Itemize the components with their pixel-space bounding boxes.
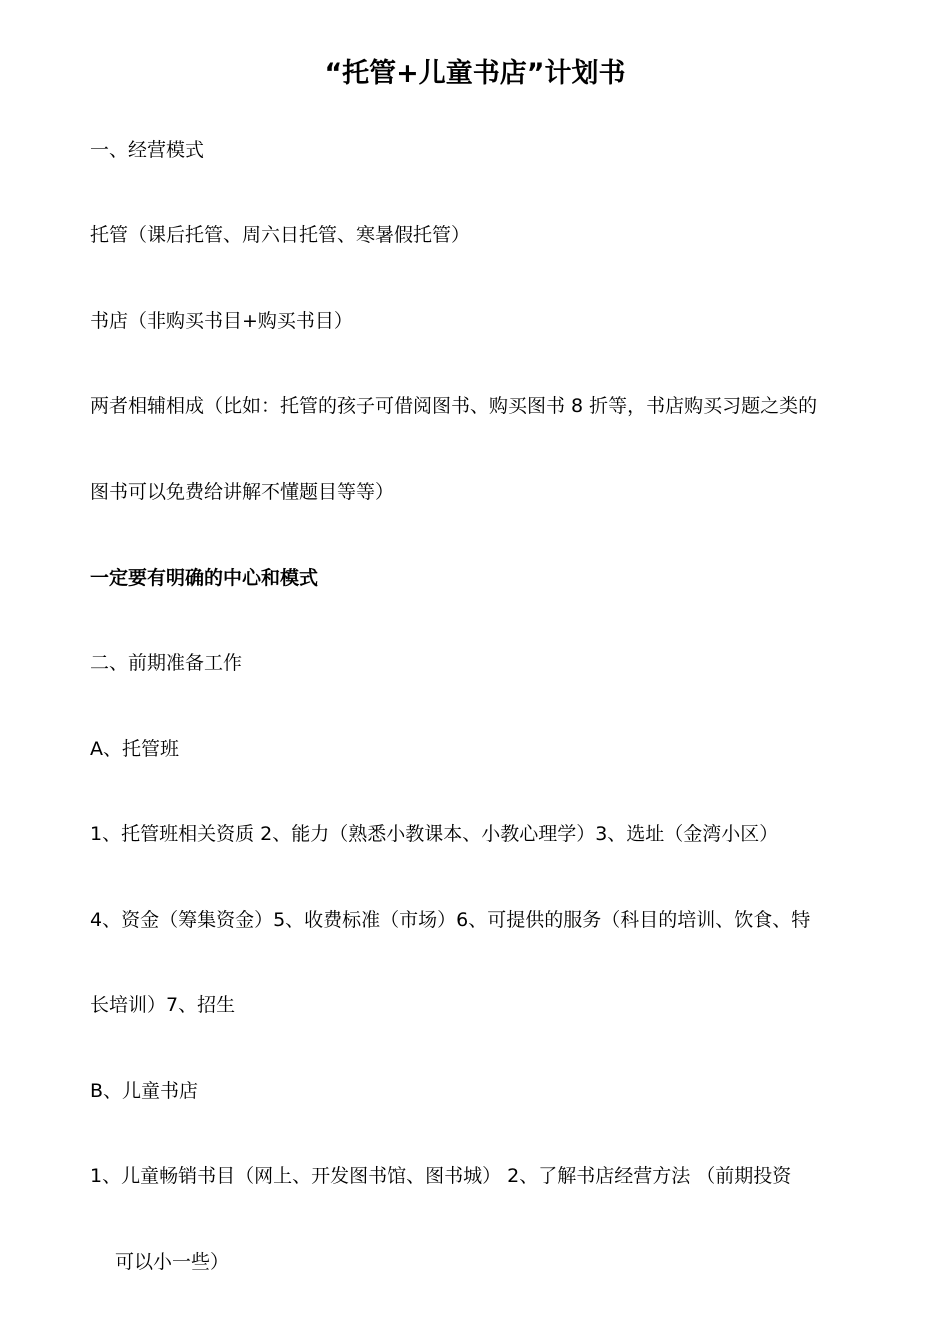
document-title: “托管+儿童书店”计划书 xyxy=(324,58,626,89)
section-heading-preparation: 二、前期准备工作 xyxy=(90,652,243,674)
subheading-bookstore: B、儿童书店 xyxy=(90,1080,199,1102)
subheading-daycare: A、托管班 xyxy=(90,738,179,760)
paragraph-line: 两者相辅相成（比如：托管的孩子可借阅图书、购买图书 8 折等，书店购买习题之类的 xyxy=(90,395,818,417)
paragraph-line: 长培训）7、招生 xyxy=(90,994,236,1016)
paragraph-line: 托管（课后托管、周六日托管、寒暑假托管） xyxy=(90,224,471,246)
paragraph-line: 4、资金（筹集资金）5、收费标准（市场）6、可提供的服务（科目的培训、饮食、特 xyxy=(90,909,811,931)
emphasis-line: 一定要有明确的中心和模式 xyxy=(90,567,319,589)
section-heading-business-model: 一、经营模式 xyxy=(90,139,205,161)
paragraph-line: 1、托管班相关资质 2、能力（熟悉小教课本、小教心理学）3、选址（金湾小区） xyxy=(90,823,779,845)
paragraph-line: 1、儿童畅销书目（网上、开发图书馆、图书城） 2、了解书店经营方法 （前期投资 xyxy=(90,1165,792,1187)
paragraph-line: 可以小一些） xyxy=(115,1251,230,1273)
paragraph-line: 书店（非购买书目+购买书目） xyxy=(90,310,353,332)
paragraph-line: 图书可以免费给讲解不懂题目等等） xyxy=(90,481,395,503)
